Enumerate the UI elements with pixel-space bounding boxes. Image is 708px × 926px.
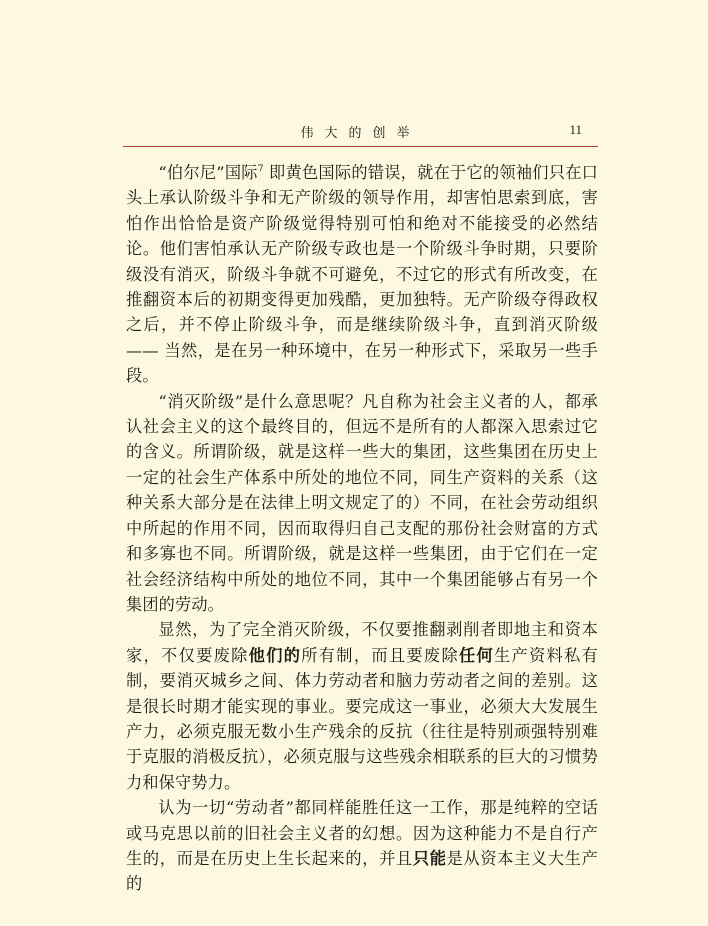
emphasis-their: 他们的 <box>248 645 302 665</box>
header-rule <box>123 146 598 147</box>
emphasis-only: 只能 <box>412 848 447 868</box>
page-header <box>123 118 598 148</box>
page-number: 11 <box>569 122 582 137</box>
paragraph-4-part-a: 认为一切“劳动者”都同样能胜任这一工作，那是纯粹的空话或马克思以前的旧社会主义者的幻想。因为这种能力不是自行产生的，而是在历史上生长起来的，并且 <box>126 798 598 868</box>
running-title: 伟大的创举 <box>300 126 421 141</box>
paragraph-4-part-c: 是从资本主义大生产的 <box>126 848 598 894</box>
paragraph-3-part-e: 生产资料私有制，要消灭城乡之间、体力劳动者和脑力劳动者之间的差别。这是很长时期才能实现的事业。要完成这一事业，必须大大发展生产力，必须克服无数小生产残余的反抗（往往是特别顽强特别难于克服的消极反抗），必须克服与这些残余相联系的巨大的习惯势力和保守势力。 <box>126 645 598 792</box>
paragraph-3-part-c: 所有制，而且要废除 <box>301 645 459 665</box>
paragraph-4 <box>126 795 598 897</box>
paragraph-1 <box>126 160 598 389</box>
paragraph-1-post: 即黄色国际的错误，就在于它的领袖们只在口头上承认阶级斗争和无产阶级的领导作用，却害怕思索到底，害怕作出恰恰是资产阶级觉得特别可怕和绝对不能接受的必然结论。他们害怕承认无产阶级专政也是一个阶级斗争时期，只要阶级没有消灭，阶级斗争就不可避免，不过它的形式有所改变，在推翻资本后的初期变得更加残酷，更加独特。无产阶级夺得政权之后，并不停止阶级斗争，而是继续阶级斗争，直到消灭阶级—— 当然，是在另一种环境中，在另一种形式下，采取另一些手段。 <box>126 163 598 386</box>
paragraph-1-pre: “伯尔尼”国际 <box>158 163 258 182</box>
emphasis-any: 任何 <box>458 645 495 665</box>
paragraph-3-part-a: 显然，为了完全消灭阶级，不仅要推翻剥削者即地主和资本家，不仅要废除 <box>126 620 598 665</box>
footnote-marker[interactable]: 7 <box>257 164 264 175</box>
paragraph-2: “消灭阶级”是什么意思呢？凡自称为社会主义者的人，都承认社会主义的这个最终目的，但远不是所有的人都深入思索过它的含义。所谓阶级，就是这样一些大的集团，这些集团在历史上一定的社会生产体系中所处的地位不同，同生产资料的关系（这种关系大部分是在法律上明文规定了的）不同，在社会劳动组织中所起的作用不同，因而取得归自己支配的那份社会财富的方式和多寡也不同。所谓阶级，就是这样一些集团，由于它们在一定社会经济结构中所处的地位不同，其中一个集团能够占有另一个集团的劳动。 <box>126 391 598 614</box>
body-text <box>126 160 598 897</box>
paragraph-3 <box>126 617 598 795</box>
